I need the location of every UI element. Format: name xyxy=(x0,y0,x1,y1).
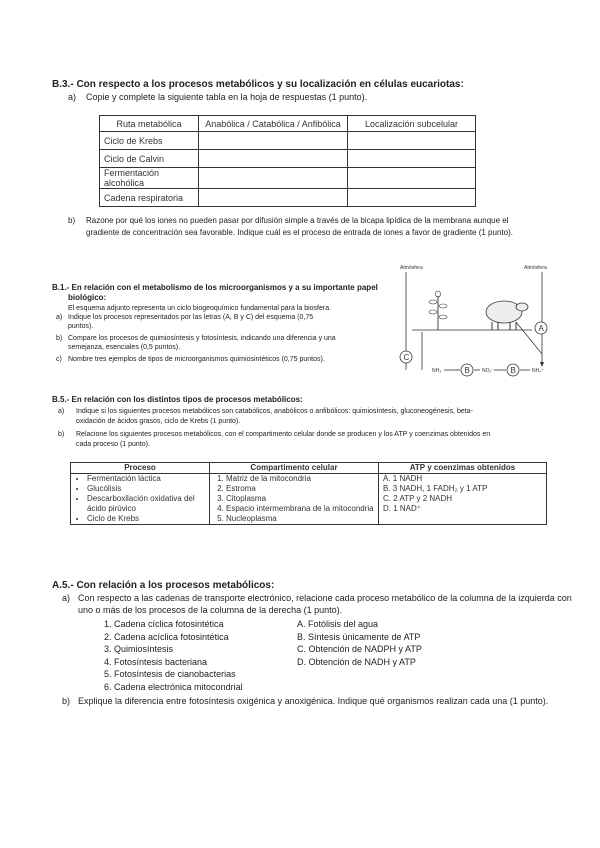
list-item: 5. Nucleoplasma xyxy=(226,514,374,524)
diagram-label-c: C xyxy=(403,353,410,362)
list-item: A. Fotólisis del agua xyxy=(297,619,379,629)
a5-b-text: Explique la diferencia entre fotosíntesis oxigénica y anoxigénica. Indique qué organismos realizan cada una (1 punto). xyxy=(78,696,549,706)
list-item: 4. Espacio intermembrana de la mitocondria xyxy=(226,504,374,514)
b1-title-line1: B.1.- En relación con el metabolismo de los microorganismos y a su importante papel xyxy=(52,283,378,292)
list-item: • Fermentación láctica xyxy=(87,474,205,484)
b1-intro: El esquema adjunto representa un ciclo biogeoquímico fundamental para la biosfera. xyxy=(68,305,332,312)
b1-a-line2: puntos). xyxy=(68,323,94,330)
b5-a-line1: Indique si los siguientes procesos metabólicos son catabólicos, anabólicos o anfibólicos: quimiosíntesis, gluconeogénesis, beta- xyxy=(76,408,473,415)
a5-left-list xyxy=(104,618,243,693)
diagram-label-atmosfera-right: Atmósfera xyxy=(524,265,547,271)
diagram-label-atmosfera-left: Atmósfera xyxy=(400,265,423,271)
list-item: 3. Quimiosíntesis xyxy=(104,644,174,654)
table-row xyxy=(100,132,476,150)
list-item: 1. Cadena cíclica fotosintética xyxy=(104,619,224,629)
b3-cell-empty xyxy=(348,132,476,150)
b3-b-label: b) xyxy=(68,216,76,225)
b5-b-label: b) xyxy=(58,431,65,438)
table-row xyxy=(100,189,476,207)
nitrogen-cycle-diagram xyxy=(396,262,556,380)
b3-cell-empty xyxy=(199,150,348,168)
b3-row-ruta: Fermentación alcohólica xyxy=(100,168,199,189)
list-item: • Descarboxilación oxidativa del ácido pirúvico xyxy=(87,494,205,514)
list-item: 1. Matriz de la mitocondria xyxy=(226,474,374,484)
list-item: • Ciclo de Krebs xyxy=(87,514,205,524)
b5-header-atp: ATP y coenzimas obtenidos xyxy=(379,463,547,474)
a5-a-line2: uno o más de los procesos de la columna de la derecha (1 punto). xyxy=(78,605,343,615)
b1-title-line2: biológico: xyxy=(68,293,107,302)
b3-row-ruta: Cadena respiratoria xyxy=(100,189,199,207)
b3-cell-empty xyxy=(348,189,476,207)
list-item: A. 1 NADH xyxy=(383,474,423,483)
list-item: 5. Fotosíntesis de cianobacterias xyxy=(104,669,236,679)
a5-a-label: a) xyxy=(62,593,71,603)
list-item: C. 2 ATP y 2 NADH xyxy=(383,494,453,503)
b3-cell-empty xyxy=(348,168,476,189)
sheep-icon xyxy=(486,301,528,330)
b3-title: B.3.- Con respecto a los procesos metabólicos y su localización en células eucariotas: xyxy=(52,79,464,90)
a5-b-label: b) xyxy=(62,696,71,706)
b1-b-line1: Compare los procesos de quimiosíntesis y fotosíntesis, indicando una diferencia y una xyxy=(68,335,336,342)
b5-atp-cell xyxy=(379,474,547,525)
diagram-label-nh4: NH₄⁺ xyxy=(532,368,544,374)
list-item: 4. Fotosíntesis bacteriana xyxy=(104,656,208,667)
list-item: • Glucólisis xyxy=(87,484,205,494)
list-item: C. Obtención de NADPH y ATP xyxy=(297,644,422,654)
b3-header-localizacion: Localización subcelular xyxy=(348,116,476,132)
b3-b-line1: Razone por qué los iones no pueden pasar por difusión simple a través de la bicapa lipídica de la membrana aunque el xyxy=(86,216,509,225)
b5-compartimentos-cell xyxy=(210,474,379,525)
b3-a-label: a) xyxy=(68,92,77,102)
b3-cell-empty xyxy=(348,150,476,168)
b3-cell-empty xyxy=(199,189,348,207)
a5-a-line1: Con respecto a las cadenas de transporte electrónico, relacione cada proceso metabólico de la columna de la izquierda con xyxy=(78,593,572,603)
table-row xyxy=(100,168,476,189)
b1-c-label: c) xyxy=(56,356,62,363)
b1-b-label: b) xyxy=(56,335,63,342)
b5-a-line2: oxidación de ácidos grasos, ciclo de Krebs (1 punto). xyxy=(76,418,241,425)
table-row xyxy=(100,150,476,168)
b3-row-ruta: Ciclo de Krebs xyxy=(100,132,199,150)
a5-title: A.5.- Con relación a los procesos metabólicos: xyxy=(52,580,275,591)
b5-header-proceso: Proceso xyxy=(71,463,210,474)
diagram-label-no2: NO₂⁻ xyxy=(482,368,495,374)
diagram-label-nh3: NH₃ xyxy=(432,368,442,374)
diagram-label-b1: B xyxy=(464,366,470,375)
b1-a-label: a) xyxy=(56,314,63,321)
b5-procesos-cell xyxy=(71,474,210,525)
b1-a-line1: Indique los procesos representados por las letras (A, B y C) del esquema (0,75 xyxy=(68,314,314,321)
b1-b-line2: semejanza, esenciales (0,5 puntos). xyxy=(68,344,181,351)
b3-cell-empty xyxy=(199,168,348,189)
b3-header-tipo: Anabólica / Catabólica / Anfibólica xyxy=(199,116,348,132)
b3-cell-empty xyxy=(199,132,348,150)
a5-right-list xyxy=(297,618,422,668)
b3-b-line2: gradiente de concentración sea favorable. Indique cuál es el proceso de entrada de iones a favor de gradiente (1 punto). xyxy=(86,228,513,237)
list-item: B. 3 NADH, 1 FADH₂ y 1 ATP xyxy=(383,484,488,493)
b3-table xyxy=(99,115,476,207)
b3-header-ruta: Ruta metabólica xyxy=(100,116,199,132)
list-item: 2. Cadena acíclica fotosintética xyxy=(104,631,229,642)
b3-a-text: Copie y complete la siguiente tabla en la hoja de respuestas (1 punto). xyxy=(86,92,368,102)
plant-icon xyxy=(429,291,447,330)
b5-a-label: a) xyxy=(58,408,65,415)
b5-header-compartimento: Compartimento celular xyxy=(210,463,379,474)
b5-table xyxy=(70,462,547,525)
list-item: 3. Citoplasma xyxy=(226,494,374,504)
list-item: 6. Cadena electrónica mitocondrial xyxy=(104,681,243,692)
list-item: 2. Estroma xyxy=(226,484,374,494)
list-item: D. Obtención de NADH y ATP xyxy=(297,656,416,667)
b5-b-line1: Relacione los siguientes procesos metabólicos, con el compartimento celular donde se producen y los ATP y coenzimas obtenidos en xyxy=(76,431,491,438)
diagram-label-a: A xyxy=(538,324,544,333)
b3-row-ruta: Ciclo de Calvin xyxy=(100,150,199,168)
b1-c-text: Nombre tres ejemplos de tipos de microorganismos quimiosintéticos (0,75 puntos). xyxy=(68,356,325,363)
b5-title: B.5.- En relación con los distintos tipos de procesos metabólicos: xyxy=(52,395,303,404)
list-item: D. 1 NAD⁺ xyxy=(383,504,422,513)
diagram-arrowhead xyxy=(540,362,544,367)
diagram-label-b2: B xyxy=(510,366,516,375)
b5-b-line2: cada proceso (1 punto). xyxy=(76,441,150,448)
list-item: B. Síntesis únicamente de ATP xyxy=(297,631,421,642)
